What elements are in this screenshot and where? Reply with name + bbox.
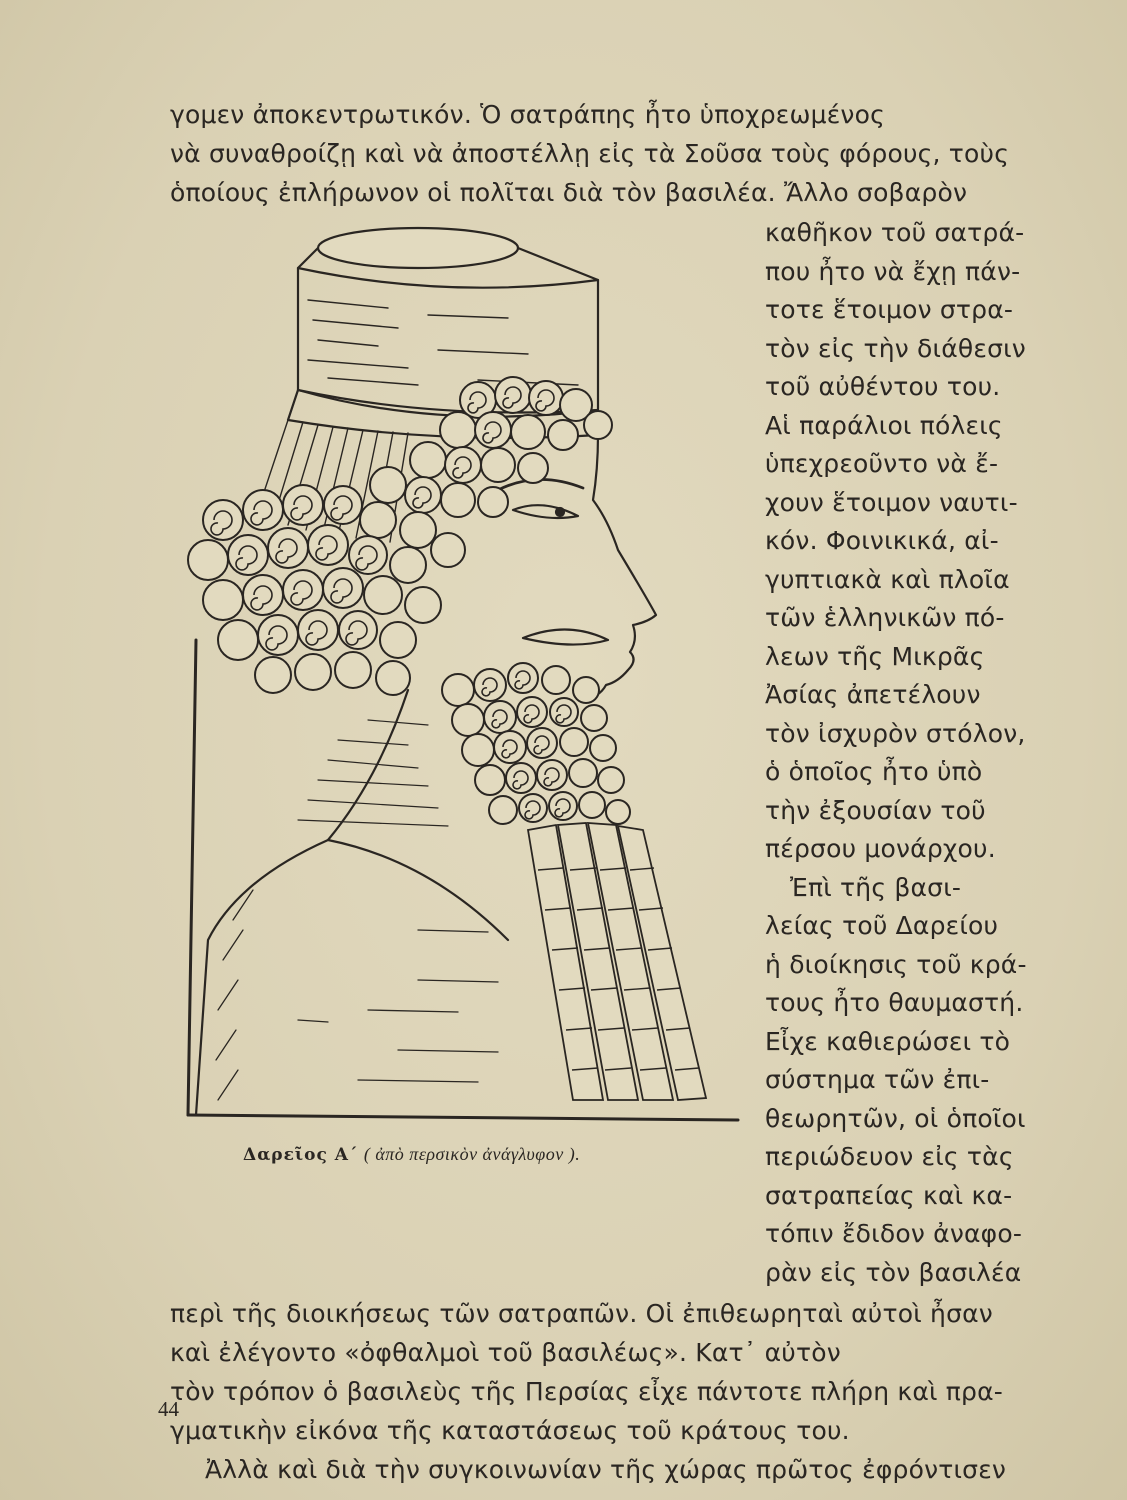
text-line-right-7: ὑπεχρεοῦντο νὰ ἔ- [765,449,999,478]
text-line-right-4: τὸν εἰς τὴν διάθεσιν [765,334,1026,363]
text-line-right-28: ρὰν εἰς τὸν βασιλέα [765,1258,1022,1287]
text-line-right-11: τῶν ἑλληνικῶν πό- [765,603,1005,632]
text-line-right-10: γυπτιακὰ καὶ πλοῖα [765,565,1010,594]
text-line-right-12: λεων τῆς Μικρᾶς [765,642,985,671]
text-line-right-1: καθῆκον τοῦ σατρά- [765,218,1025,247]
text-line-right-9: κόν. Φοινικικά, αἰ- [765,526,999,555]
text-line-right-2: που ἦτο νὰ ἔχῃ πάν- [765,257,1021,286]
text-line-top-1: γομεν ἀποκεντρωτικόν. Ὁ σατράπης ἦτο ὑποχρεωμένος [170,100,885,129]
text-line-right-3: τοτε ἕτοιμον στρα- [765,295,1014,324]
darius-relief-illustration [178,220,758,1135]
text-line-right-25: περιώδευον εἰς τὰς [765,1142,1014,1171]
text-line-bottom-5: Ἀλλὰ καὶ διὰ τὴν συγκοινωνίαν τῆς χώρας πρῶτος ἐφρόντισεν [205,1455,1007,1484]
text-line-right-17: πέρσου μονάρχου. [765,834,996,863]
page-number: 44 [158,1397,179,1421]
caption-name: Δαρεῖος Α΄ [243,1145,359,1165]
text-line-right-26: σατραπείας καὶ κα- [765,1181,1013,1210]
text-line-right-16: τὴν ἐξουσίαν τοῦ [765,796,986,825]
text-line-bottom-1: περὶ τῆς διοικήσεως τῶν σατραπῶν. Οἱ ἐπιθεωρηταὶ αὐτοὶ ἦσαν [170,1299,993,1328]
text-line-bottom-3: τὸν τρόπον ὁ βασιλεὺς τῆς Περσίας εἶχε πάντοτε πλήρη καὶ πρα- [170,1377,1004,1406]
text-line-right-19: λείας τοῦ Δαρείου [765,911,999,940]
caption-source: ( ἀπὸ περσικὸν ἀνάγλυφον ). [363,1144,581,1164]
text-line-bottom-4: γματικὴν εἰκόνα τῆς καταστάσεως τοῦ κράτους του. [170,1416,850,1445]
text-line-right-15: ὁ ὁποῖος ἦτο ὑπὸ [765,757,983,786]
text-line-right-8: χουν ἕτοιμον ναυτι- [765,488,1018,517]
text-line-top-2: νὰ συναθροίζῃ καὶ νὰ ἀποστέλλῃ εἰς τὰ Σοῦσα τοὺς φόρους, τοὺς [170,139,1010,168]
text-line-right-22: Εἶχε καθιερώσει τὸ [765,1027,1011,1056]
text-line-right-13: Ἀσίας ἀπετέλουν [765,680,981,709]
text-line-right-18: Ἐπὶ τῆς βασι- [790,873,962,902]
text-line-right-20: ἡ διοίκησις τοῦ κρά- [765,950,1027,979]
text-line-right-6: Αἱ παράλιοι πόλεις [765,411,1003,440]
text-line-top-3: ὁποίους ἐπλήρωνον οἱ πολῖται διὰ τὸν βασιλέα. Ἄλλο σοβαρὸν [170,178,968,207]
text-line-bottom-2: καὶ ἐλέγοντο «ὀφθαλμοὶ τοῦ βασιλέως». Κατ᾽ αὐτὸν [170,1338,841,1367]
text-line-right-21: τους ἦτο θαυμαστή. [765,988,1024,1017]
text-line-right-27: τόπιν ἔδιδον ἀναφο- [765,1219,1023,1248]
text-line-right-23: σύστημα τῶν ἐπι- [765,1065,990,1094]
text-line-right-5: τοῦ αὐθέντου του. [765,372,1001,401]
text-line-right-24: θεωρητῶν, οἱ ὁποῖοι [765,1104,1026,1133]
figure-caption [243,1144,580,1165]
text-line-right-14: τὸν ἰσχυρὸν στόλον, [765,719,1026,748]
